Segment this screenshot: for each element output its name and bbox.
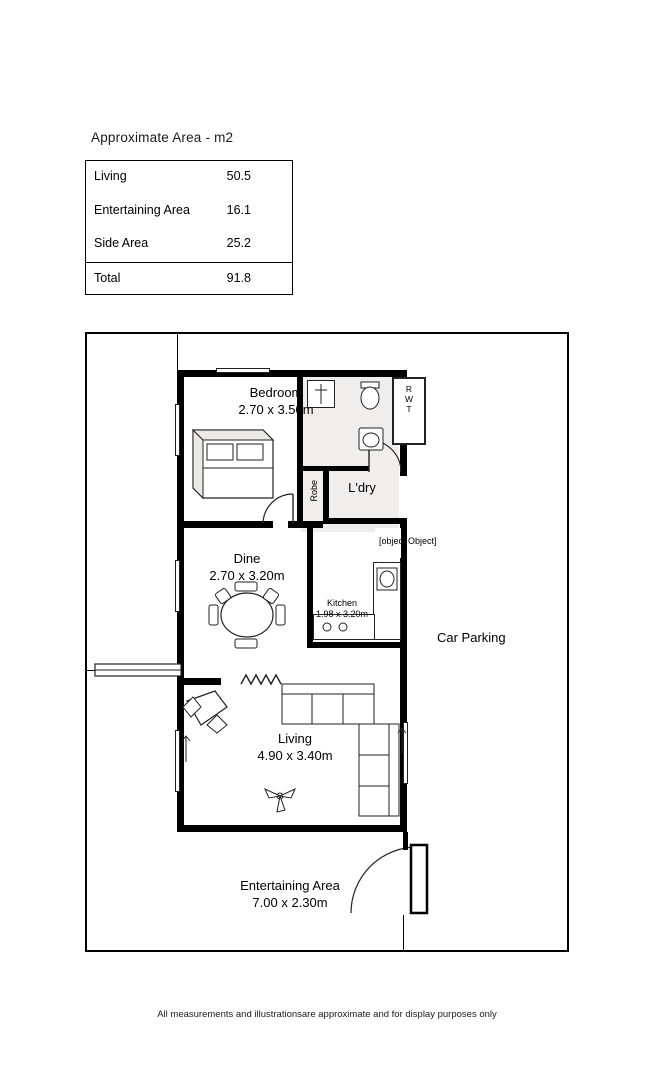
area-summary-table xyxy=(85,160,293,295)
interior-wall-bath-laundry xyxy=(303,466,369,471)
cooktop-icon xyxy=(317,618,357,636)
room-label-robe xyxy=(309,480,319,502)
area-row-label: Side Area xyxy=(94,236,149,250)
table-row xyxy=(86,195,292,229)
entertaining-wall-right xyxy=(403,832,408,850)
side-steps-icon xyxy=(85,662,181,682)
kitchen-sink-icon xyxy=(375,566,399,592)
car-parking-name: Car Parking xyxy=(437,630,506,645)
interior-wall-dine-living xyxy=(177,678,221,685)
room-label-living xyxy=(215,730,375,764)
area-summary-title: Approximate Area - m2 xyxy=(91,130,234,145)
rwt-line-2: W xyxy=(404,394,414,404)
area-row-value: 50.5 xyxy=(226,169,251,183)
bedroom-dims: 2.70 x 3.50m xyxy=(238,402,314,417)
sofa-horizontal-icon xyxy=(282,684,374,726)
interior-wall-robe-left xyxy=(297,466,303,524)
table-row xyxy=(86,161,292,195)
robe-name: Robe xyxy=(309,480,319,502)
entertaining-dims: 7.00 x 2.30m xyxy=(252,895,328,910)
living-dims: 4.90 x 3.40m xyxy=(257,748,333,763)
interior-wall-kitchen-living xyxy=(307,642,407,648)
area-row-value: 25.2 xyxy=(226,236,251,250)
entertaining-name: Entertaining Area xyxy=(240,878,340,893)
ceiling-fan-icon xyxy=(263,784,297,814)
site-divider-bottom xyxy=(403,915,404,952)
dining-table-icon xyxy=(209,582,285,648)
fridge-label: [object Object] xyxy=(379,536,437,546)
interior-wall-robe-right xyxy=(323,466,329,524)
area-row-label: Entertaining Area xyxy=(94,202,190,217)
toilet-fixture-icon xyxy=(357,382,383,412)
room-label-entertaining xyxy=(180,877,400,911)
kitchen-dims: 1.98 x 3.20m xyxy=(315,609,369,619)
interior-wall-bedroom-dine xyxy=(177,521,273,528)
site-divider-top xyxy=(177,332,178,370)
room-label-dine xyxy=(167,550,327,584)
table-row xyxy=(86,228,292,262)
exterior-wall-bottom-right xyxy=(330,825,407,832)
rwt-label xyxy=(392,384,426,414)
kitchen-name: Kitchen xyxy=(326,598,358,608)
heater-symbol-icon xyxy=(241,672,285,688)
area-row-label: Living xyxy=(94,169,127,183)
room-label-bedroom xyxy=(196,384,356,418)
living-name: Living xyxy=(278,731,312,746)
floor-plan xyxy=(85,332,569,952)
window-living-left xyxy=(175,730,180,792)
basin-fixture-icon xyxy=(357,426,385,452)
bed-furniture-icon xyxy=(185,412,275,500)
rwt-line-1: R xyxy=(405,384,413,394)
entry-arrow-right-icon xyxy=(397,726,407,756)
entry-arrow-left-icon xyxy=(181,734,191,764)
exterior-wall-top xyxy=(177,370,407,377)
room-label-kitchen xyxy=(310,598,374,620)
window-bedroom-top xyxy=(216,368,270,373)
armchair-icon xyxy=(181,687,231,735)
dine-dims: 2.70 x 3.20m xyxy=(209,568,285,583)
area-row-value: 91.8 xyxy=(226,270,251,285)
rwt-line-3: T xyxy=(406,404,412,414)
footer-disclaimer: All measurements and illustrationsare approximate and for display purposes only xyxy=(157,1009,497,1020)
area-row-value: 16.1 xyxy=(226,202,251,217)
door-bedroom-icon xyxy=(261,492,295,526)
table-row xyxy=(86,262,292,296)
room-label-laundry xyxy=(333,482,391,493)
dine-name: Dine xyxy=(233,551,261,566)
laundry-name: L'dry xyxy=(348,480,376,495)
area-row-label: Total xyxy=(94,270,121,285)
window-bedroom-left xyxy=(175,404,180,456)
exterior-wall-bottom xyxy=(177,825,330,832)
bedroom-name: Bedroom xyxy=(249,385,303,400)
interior-wall-laundry-dine xyxy=(329,518,407,524)
room-label-car-parking xyxy=(437,629,557,646)
